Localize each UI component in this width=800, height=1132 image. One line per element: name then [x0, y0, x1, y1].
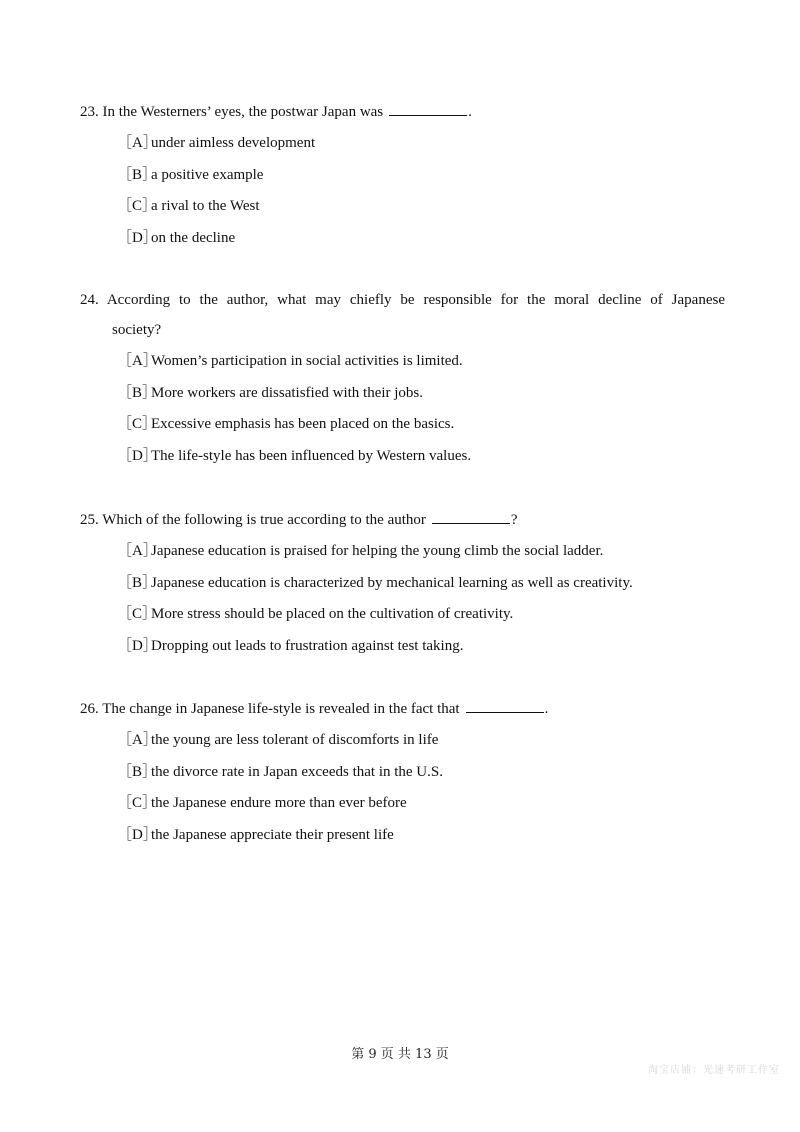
answer-blank — [432, 509, 510, 524]
option-letter: ［A］ — [117, 135, 158, 151]
option-text: under aimless development — [151, 135, 316, 151]
answer-blank — [466, 698, 544, 713]
question-stem — [80, 285, 725, 315]
option-a — [117, 128, 725, 160]
question-text: Which of the following is true according to the author — [102, 512, 426, 528]
option-c — [117, 191, 725, 223]
option-b — [117, 757, 725, 789]
question-number: 24. — [80, 292, 99, 308]
option-text: on the decline — [151, 229, 236, 246]
option-list — [80, 128, 725, 254]
watermark-text: 淘宝店铺：光速考研工作室 — [648, 1065, 780, 1076]
option-c — [117, 409, 725, 441]
option-d — [117, 631, 725, 663]
option-letter: ［D］ — [117, 447, 158, 464]
option-d — [117, 441, 725, 473]
option-text: Dropping out leads to frustration against test taking. — [151, 637, 464, 654]
answer-blank — [389, 101, 467, 116]
option-letter: ［B］ — [117, 574, 158, 591]
option-text: Japanese education is praised for helping the young climb the social ladder. — [151, 543, 604, 559]
option-d — [117, 223, 725, 255]
question-26 — [80, 694, 725, 851]
option-letter: ［A］ — [117, 353, 158, 369]
option-text: the young are less tolerant of discomforts in life — [151, 732, 439, 748]
option-text: Excessive emphasis has been placed on the basics. — [151, 416, 455, 432]
option-text: a rival to the West — [151, 198, 260, 214]
option-list — [80, 725, 725, 851]
option-letter: ［D］ — [117, 826, 158, 843]
option-d — [117, 820, 725, 852]
option-text: the divorce rate in Japan exceeds that in the U.S. — [151, 763, 443, 780]
option-text: More workers are dissatisfied with their jobs. — [151, 384, 424, 401]
question-25 — [80, 505, 725, 662]
option-text: a positive example — [151, 166, 264, 183]
option-letter: ［C］ — [117, 795, 158, 811]
option-text: Japanese education is characterized by mechanical learning as well as creativity. — [151, 574, 633, 591]
question-stem: 23. In the Westerners’ eyes, the postwar Japan was . — [80, 97, 725, 127]
option-text: The life-style has been influenced by Western values. — [151, 447, 472, 464]
option-list — [80, 346, 725, 472]
option-b — [117, 568, 725, 600]
option-c — [117, 599, 725, 631]
option-list — [80, 536, 725, 662]
option-letter: ［C］ — [117, 606, 158, 622]
question-stem: 25. Which of the following is true according to the author ? — [80, 505, 725, 535]
option-letter: ［A］ — [117, 543, 158, 559]
page-number: 第 9 页 共 13 页 — [351, 1047, 449, 1062]
option-b — [117, 160, 725, 192]
question-text: In the Westerners’ eyes, the postwar Japan was — [102, 104, 384, 120]
option-letter: ［C］ — [117, 416, 158, 432]
question-number: 23. — [80, 104, 99, 120]
option-a — [117, 346, 725, 378]
option-c — [117, 788, 725, 820]
option-letter: ［D］ — [117, 637, 158, 654]
option-letter: ［C］ — [117, 198, 158, 214]
question-stem: 26. The change in Japanese life-style is revealed in the fact that . — [80, 694, 725, 724]
question-23 — [80, 97, 725, 254]
question-text: The change in Japanese life-style is revealed in the fact that — [102, 701, 460, 717]
question-number: 26. — [80, 701, 99, 717]
option-letter: ［D］ — [117, 229, 158, 246]
option-text: the Japanese appreciate their present life — [151, 826, 394, 843]
question-24 — [80, 285, 725, 472]
option-b — [117, 378, 725, 410]
option-letter: ［B］ — [117, 384, 158, 401]
option-text: Women’s participation in social activities is limited. — [151, 353, 463, 369]
question-number: 25. — [80, 512, 99, 528]
option-letter: ［A］ — [117, 732, 158, 748]
question-text: According to the author, what may chiefly be responsible for the moral decline of Japanese — [106, 292, 725, 308]
option-text: More stress should be placed on the cultivation of creativity. — [151, 606, 514, 622]
option-letter: ［B］ — [117, 166, 158, 183]
option-letter: ［B］ — [117, 763, 158, 780]
question-stem-continued: society? — [112, 322, 162, 338]
option-text: the Japanese endure more than ever before — [151, 795, 407, 811]
option-a — [117, 725, 725, 757]
option-a — [117, 536, 725, 568]
